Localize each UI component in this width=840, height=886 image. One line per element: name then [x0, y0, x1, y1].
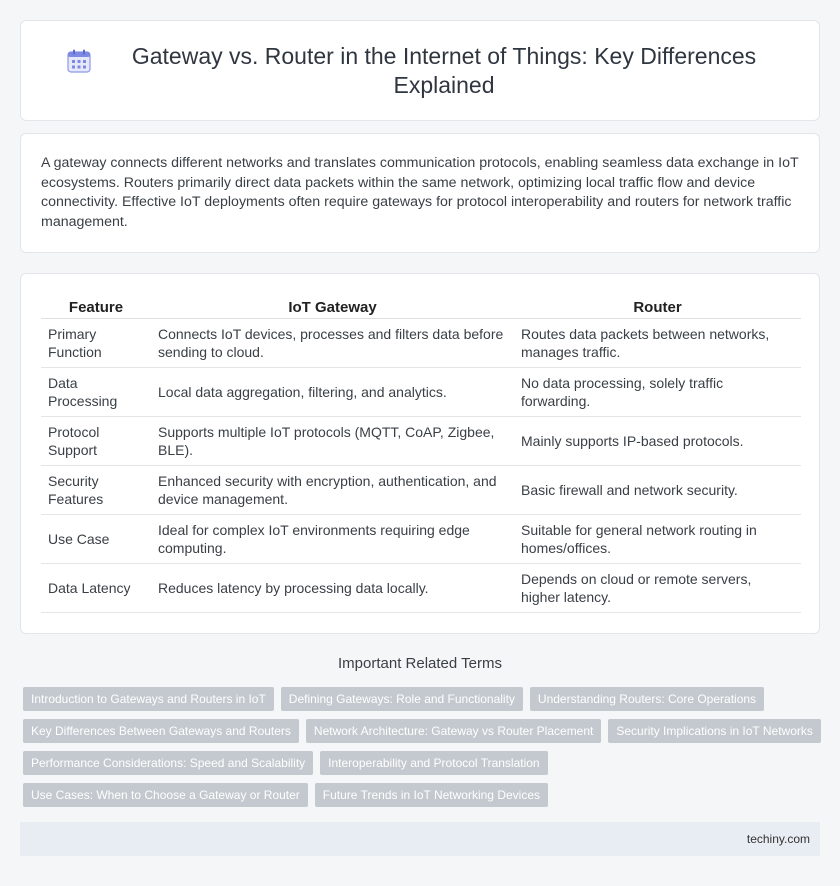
page-title: Gateway vs. Router in the Internet of Things: Key Differences Explained	[131, 42, 757, 98]
related-term-tag[interactable]: Defining Gateways: Role and Functionality	[281, 687, 523, 711]
table-cell-gateway: Enhanced security with encryption, authentication, and device management.	[151, 466, 514, 515]
header-gateway: IoT Gateway	[151, 296, 514, 319]
table-header-row	[41, 296, 801, 319]
related-term-tag[interactable]: Performance Considerations: Speed and Scalability	[23, 751, 313, 775]
tag-row	[23, 687, 823, 711]
related-term-tag[interactable]: Use Cases: When to Choose a Gateway or Router	[23, 783, 308, 807]
header-router: Router	[514, 296, 801, 319]
title-wrap	[60, 42, 780, 100]
tag-row	[23, 751, 823, 775]
related-term-tag[interactable]: Future Trends in IoT Networking Devices	[315, 783, 548, 807]
title-card	[20, 20, 820, 121]
table-row	[41, 368, 801, 417]
related-term-tag[interactable]: Understanding Routers: Core Operations	[530, 687, 764, 711]
table-cell-feature: Use Case	[41, 515, 151, 564]
table-row	[41, 515, 801, 564]
tag-row	[23, 719, 823, 743]
table-cell-router: Basic firewall and network security.	[514, 466, 801, 515]
table-cell-router: Suitable for general network routing in homes/offices.	[514, 515, 801, 564]
table-cell-gateway: Supports multiple IoT protocols (MQTT, CoAP, Zigbee, BLE).	[151, 417, 514, 466]
related-terms-heading: Important Related Terms	[338, 655, 502, 672]
table-cell-router: Depends on cloud or remote servers, higher latency.	[514, 564, 801, 613]
table-cell-router: Mainly supports IP-based protocols.	[514, 417, 801, 466]
related-term-tag[interactable]: Interoperability and Protocol Translation	[320, 751, 547, 775]
table-cell-feature: Protocol Support	[41, 417, 151, 466]
table-cell-gateway: Reduces latency by processing data locally.	[151, 564, 514, 613]
comparison-card	[20, 273, 820, 634]
table-cell-router: Routes data packets between networks, manages traffic.	[514, 319, 801, 368]
calendar-icon	[66, 48, 92, 74]
table-row	[41, 319, 801, 368]
table-cell-feature: Data Latency	[41, 564, 151, 613]
table-row	[41, 466, 801, 515]
related-term-tag[interactable]: Network Architecture: Gateway vs Router Placement	[306, 719, 601, 743]
table-cell-gateway: Connects IoT devices, processes and filters data before sending to cloud.	[151, 319, 514, 368]
related-terms-list	[23, 687, 823, 815]
table-row	[41, 417, 801, 466]
footer-site-name[interactable]: techiny.com	[746, 832, 810, 846]
table-cell-feature: Security Features	[41, 466, 151, 515]
footer	[20, 822, 820, 856]
table-cell-router: No data processing, solely traffic forwarding.	[514, 368, 801, 417]
table-cell-feature: Data Processing	[41, 368, 151, 417]
related-term-tag[interactable]: Security Implications in IoT Networks	[608, 719, 821, 743]
table-cell-feature: Primary Function	[41, 319, 151, 368]
header-feature: Feature	[41, 296, 151, 319]
intro-card	[20, 133, 820, 253]
comparison-table	[41, 296, 801, 613]
table-cell-gateway: Local data aggregation, filtering, and analytics.	[151, 368, 514, 417]
related-term-tag[interactable]: Introduction to Gateways and Routers in IoT	[23, 687, 274, 711]
intro-paragraph: A gateway connects different networks and translates communication protocols, enabling seamless data exchange in IoT ecosystems. Routers primarily direct data packets within the same network, optimizing local traffic flow and device connectivity. Effective IoT deployments often require gateways for protocol interoperability and routers for network traffic management.	[41, 155, 799, 230]
related-term-tag[interactable]: Key Differences Between Gateways and Routers	[23, 719, 299, 743]
tag-row	[23, 783, 823, 807]
table-cell-gateway: Ideal for complex IoT environments requiring edge computing.	[151, 515, 514, 564]
table-row	[41, 564, 801, 613]
